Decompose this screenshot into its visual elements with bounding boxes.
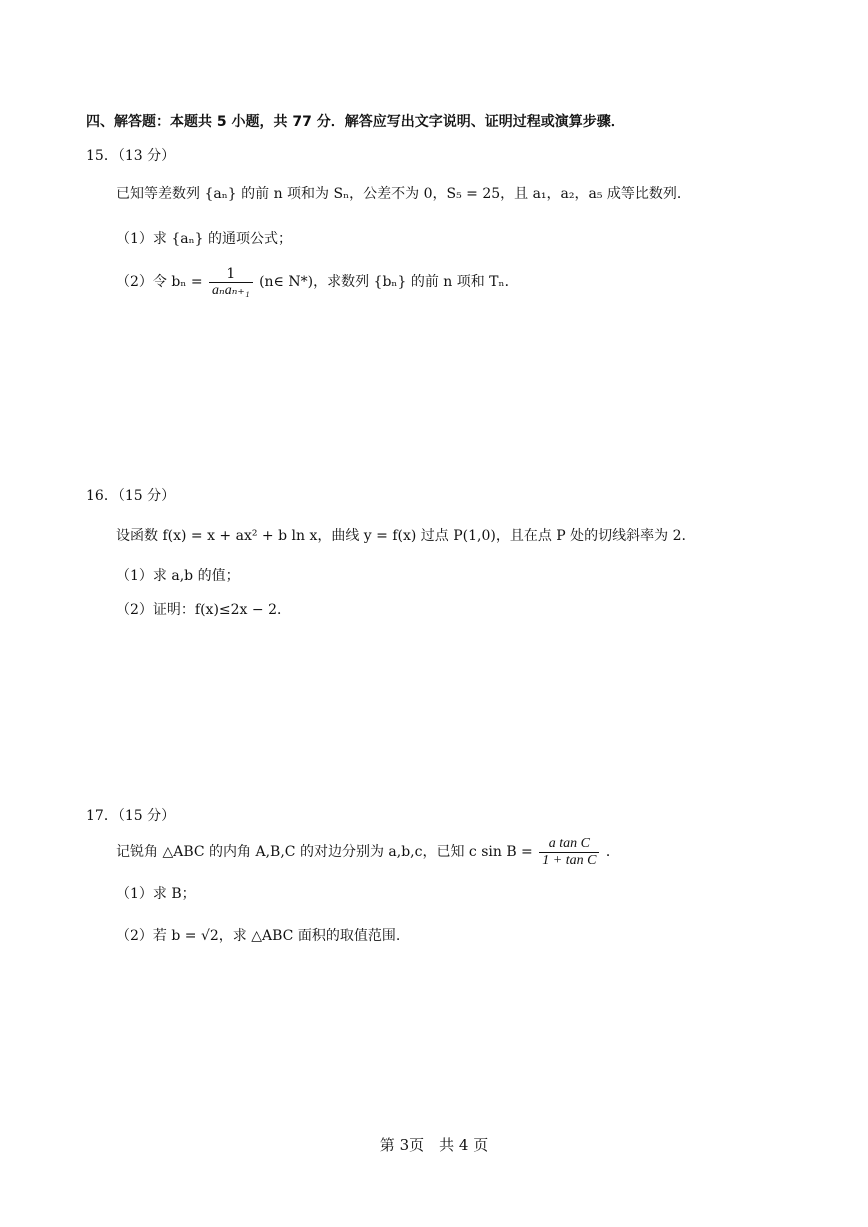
problem-17-stem (116, 834, 620, 870)
problem-15-part-1: （1）求 {aₙ} 的通项公式； (116, 231, 293, 247)
fraction-numerator: 1 (209, 266, 253, 283)
part-2-suffix: (n∈ N*)，求数列 {bₙ} 的前 n 项和 Tₙ． (259, 274, 519, 290)
problem-17-part-1: （1）求 B； (116, 886, 196, 902)
problem-15-number: 15．（13 分） (86, 148, 176, 164)
fraction-b-n (209, 266, 253, 299)
stem-prefix: 记锐角 △ABC 的内角 A,B,C 的对边分别为 a,b,c，已知 c sin B = (116, 844, 533, 860)
stem-suffix: ． (605, 844, 620, 860)
problem-17-number: 17．（15 分） (86, 808, 176, 824)
fraction-denominator: aₙaₙ₊₁ (212, 282, 250, 298)
problem-17-part-2: （2）若 b = √2，求 △ABC 面积的取值范围. (116, 928, 401, 944)
problem-16-stem: 设函数 f(x) = x + ax² + b ln x，曲线 y = f(x) 过点 P(1,0)，且在点 P 处的切线斜率为 2. (116, 528, 686, 544)
problem-16-number: 16．（15 分） (86, 488, 176, 504)
fraction-tan (539, 836, 599, 869)
fraction-numerator: a tan C (539, 836, 599, 853)
problem-15-part-2 (116, 264, 519, 300)
section-header: 四、解答题：本题共 5 小题，共 77 分．解答应写出文字说明、证明过程或演算步骤． (86, 114, 625, 130)
problem-16-part-1: （1）求 a,b 的值； (116, 568, 240, 584)
problem-16-part-2: （2）证明：f(x)≤2x − 2． (116, 602, 291, 618)
fraction-denominator: 1 + tan C (542, 852, 597, 868)
part-2-prefix: （2）令 bₙ = (116, 274, 203, 290)
page-footer: 第 3页 共 4 页 (379, 1136, 489, 1154)
problem-15-stem: 已知等差数列 {aₙ} 的前 n 项和为 Sₙ，公差不为 0，S₅ = 25，且 a₁，a₂，a₅ 成等比数列． (116, 186, 691, 202)
